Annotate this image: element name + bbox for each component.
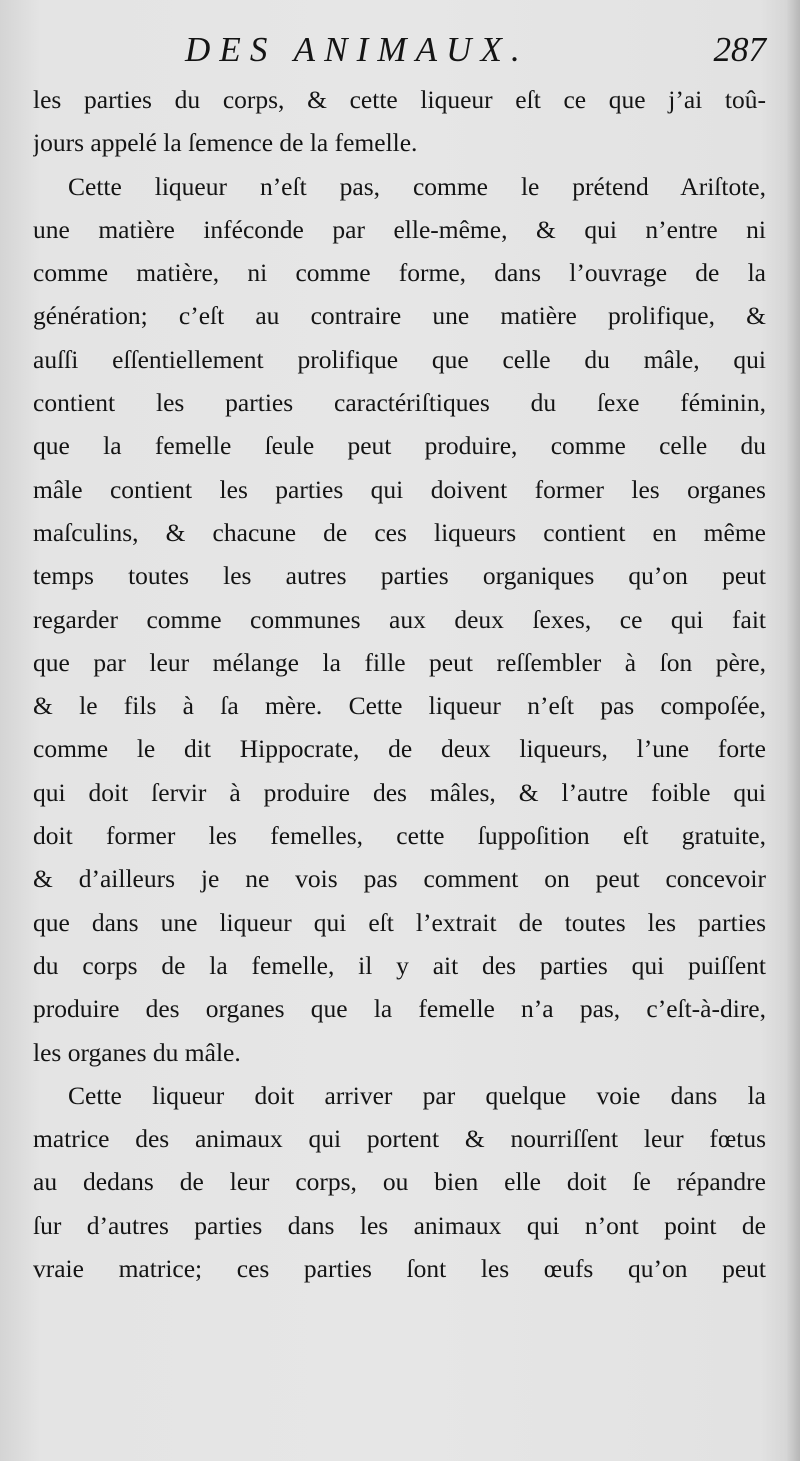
text-line: comme matière, ni comme forme, dans l’ouvrage de la xyxy=(33,258,766,288)
page-header xyxy=(0,30,800,78)
text-line: contient les parties caractériſtiques du ſexe féminin, xyxy=(33,388,766,418)
text-line: au dedans de leur corps, ou bien elle doit ſe répandre xyxy=(33,1167,766,1197)
text-line: jours appelé la ſemence de la femelle. xyxy=(33,128,418,158)
text-line: doit former les femelles, cette ſuppoſition eſt gratuite, xyxy=(33,821,766,851)
text-line: que par leur mélange la fille peut reſſembler à ſon père, xyxy=(33,647,766,677)
text-line: ſur d’autres parties dans les animaux qui n’ont point de xyxy=(33,1210,766,1240)
paragraph xyxy=(33,1074,766,1290)
text-line: que la femelle ſeule peut produire, comme celle du xyxy=(33,431,766,461)
text-line: mâle contient les parties qui doivent former les organes xyxy=(33,474,766,504)
text-line: une matière inféconde par elle-même, & qui n’entre ni xyxy=(33,214,766,244)
text-line: Cette liqueur n’eſt pas, comme le prétend Ariſtote, xyxy=(68,171,766,201)
text-line: les parties du corps, & cette liqueur eſt ce que j’ai toû- xyxy=(33,85,766,114)
text-line: & le fils à ſa mère. Cette liqueur n’eſt pas compoſée, xyxy=(33,691,766,721)
page-edge-shadow xyxy=(786,0,800,1461)
text-line: qui doit ſervir à produire des mâles, & l’autre foible qui xyxy=(33,777,766,807)
page-number: 287 xyxy=(713,30,766,69)
text-line: que dans une liqueur qui eſt l’extrait de toutes les parties xyxy=(33,907,766,937)
text-line: du corps de la femelle, il y ait des parties qui puiſſent xyxy=(33,950,766,980)
text-line: matrice des animaux qui portent & nourriſſent leur fœtus xyxy=(33,1124,766,1154)
text-line: maſculins, & chacune de ces liqueurs contient en même xyxy=(33,517,766,547)
text-line: génération; c’eſt au contraire une matière prolifique, & xyxy=(33,301,766,331)
text-line: auſſi eſſentiellement prolifique que celle du mâle, qui xyxy=(33,344,766,374)
text-line: vraie matrice; ces parties ſont les œufs qu’on peut xyxy=(33,1254,766,1284)
body-text xyxy=(33,78,766,1290)
text-line: regarder comme communes aux deux ſexes, ce qui fait xyxy=(33,604,766,634)
text-line: Cette liqueur doit arriver par quelque voie dans la xyxy=(68,1080,766,1110)
text-line: produire des organes que la femelle n’a pas, c’eſt-à-dire, xyxy=(33,994,766,1024)
text-line: comme le dit Hippocrate, de deux liqueurs, l’une forte xyxy=(33,734,766,764)
paragraph xyxy=(33,78,766,165)
text-line: les organes du mâle. xyxy=(33,1037,241,1067)
text-line: & d’ailleurs je ne vois pas comment on peut concevoir xyxy=(33,864,766,894)
text-line: temps toutes les autres parties organiques qu’on peut xyxy=(33,561,766,591)
running-title: DES ANIMAUX. xyxy=(185,30,529,69)
paragraph xyxy=(33,165,766,1074)
